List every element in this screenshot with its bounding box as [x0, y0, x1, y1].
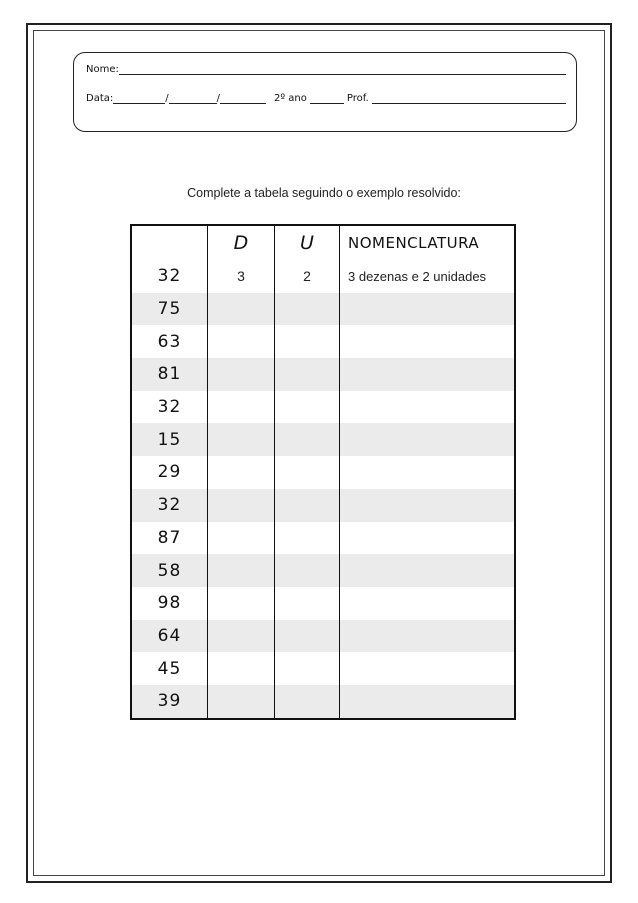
nomenclature-cell [340, 260, 514, 293]
tens-answer-cell[interactable] [208, 685, 275, 718]
grade-blank[interactable] [310, 92, 344, 104]
example-nomenclature: 3 dezenas e 2 unidades [348, 268, 487, 284]
exercise-number: 15 [157, 429, 182, 450]
table-row-example [132, 260, 514, 293]
date-label: Data: [86, 93, 114, 104]
header-tens-cell [208, 226, 275, 260]
number-cell [132, 554, 208, 587]
nomenclature-answer-cell[interactable] [340, 456, 514, 489]
date-separator: / [165, 93, 169, 104]
exercise-number: 64 [157, 625, 182, 646]
place-value-table [130, 224, 516, 720]
number-cell [132, 620, 208, 653]
number-cell [132, 587, 208, 620]
table-row [132, 423, 514, 456]
tens-answer-cell[interactable] [208, 358, 275, 391]
table-row [132, 325, 514, 358]
name-blank[interactable] [119, 63, 566, 75]
number-cell [132, 358, 208, 391]
number-cell [132, 685, 208, 718]
exercise-number: 39 [157, 691, 182, 712]
nomenclature-answer-cell[interactable] [340, 522, 514, 555]
tens-answer-cell[interactable] [208, 391, 275, 424]
number-cell [132, 325, 208, 358]
table-row [132, 489, 514, 522]
tens-answer-cell[interactable] [208, 620, 275, 653]
units-answer-cell[interactable] [275, 489, 340, 522]
name-line [86, 63, 566, 75]
table-row [132, 293, 514, 326]
units-answer-cell[interactable] [275, 554, 340, 587]
worksheet [105, 180, 543, 722]
date-separator: / [216, 93, 220, 104]
tens-answer-cell[interactable] [208, 554, 275, 587]
tens-answer-cell[interactable] [208, 293, 275, 326]
nomenclature-answer-cell[interactable] [340, 489, 514, 522]
exercise-number: 98 [157, 593, 182, 614]
exercise-number: 32 [157, 397, 182, 418]
units-cell [275, 260, 340, 293]
table-row [132, 620, 514, 653]
nomenclature-answer-cell[interactable] [340, 391, 514, 424]
units-answer-cell[interactable] [275, 325, 340, 358]
exercise-number: 81 [157, 364, 182, 385]
teacher-label: Prof. [346, 93, 369, 104]
units-answer-cell[interactable] [275, 685, 340, 718]
number-cell [132, 652, 208, 685]
number-cell [132, 260, 208, 293]
number-cell [132, 423, 208, 456]
nomenclature-answer-cell[interactable] [340, 620, 514, 653]
tens-cell [208, 260, 275, 293]
units-answer-cell[interactable] [275, 587, 340, 620]
exercise-number: 87 [157, 527, 182, 548]
number-cell [132, 456, 208, 489]
tens-answer-cell[interactable] [208, 423, 275, 456]
units-answer-cell[interactable] [275, 358, 340, 391]
info-line [86, 92, 566, 104]
tens-answer-cell[interactable] [208, 456, 275, 489]
number-cell [132, 391, 208, 424]
exercise-number: 58 [157, 560, 182, 581]
date-day-blank[interactable] [113, 92, 165, 104]
header-box [73, 52, 577, 132]
header-nomenclature: NOMENCLATURA [348, 234, 480, 252]
table-row [132, 554, 514, 587]
table-header-row [132, 226, 514, 260]
tens-answer-cell[interactable] [208, 325, 275, 358]
name-label: Nome: [86, 64, 119, 75]
instruction-text: Complete a tabela seguindo o exemplo resolvido: [187, 186, 461, 200]
grade-label: 2º ano [274, 93, 307, 104]
nomenclature-answer-cell[interactable] [340, 293, 514, 326]
units-answer-cell[interactable] [275, 620, 340, 653]
table-row [132, 522, 514, 555]
exercise-number: 29 [157, 462, 182, 483]
header-units-cell [275, 226, 340, 260]
number-cell [132, 489, 208, 522]
table-row [132, 685, 514, 718]
nomenclature-answer-cell[interactable] [340, 325, 514, 358]
number-cell [132, 293, 208, 326]
example-units: 2 [303, 268, 311, 285]
tens-answer-cell[interactable] [208, 522, 275, 555]
tens-answer-cell[interactable] [208, 652, 275, 685]
exercise-number: 63 [157, 331, 182, 352]
teacher-blank[interactable] [372, 92, 566, 104]
exercise-number: 32 [157, 495, 182, 516]
units-answer-cell[interactable] [275, 423, 340, 456]
table-row [132, 652, 514, 685]
table-row [132, 587, 514, 620]
units-answer-cell[interactable] [275, 652, 340, 685]
units-answer-cell[interactable] [275, 293, 340, 326]
header-units: U [300, 232, 314, 254]
nomenclature-answer-cell[interactable] [340, 652, 514, 685]
number-cell [132, 522, 208, 555]
exercise-number: 45 [157, 658, 182, 679]
table-row [132, 358, 514, 391]
tens-answer-cell[interactable] [208, 587, 275, 620]
nomenclature-answer-cell[interactable] [340, 358, 514, 391]
example-tens: 3 [237, 268, 245, 285]
exercise-number: 75 [157, 299, 182, 320]
units-answer-cell[interactable] [275, 391, 340, 424]
units-answer-cell[interactable] [275, 522, 340, 555]
nomenclature-answer-cell[interactable] [340, 554, 514, 587]
header-nomenclature-cell [340, 226, 514, 260]
table-row [132, 456, 514, 489]
nomenclature-answer-cell[interactable] [340, 587, 514, 620]
date-month-blank[interactable] [169, 92, 217, 104]
example-number: 32 [157, 266, 182, 287]
table-row [132, 391, 514, 424]
date-year-blank[interactable] [220, 92, 266, 104]
nomenclature-answer-cell[interactable] [340, 423, 514, 456]
tens-answer-cell[interactable] [208, 489, 275, 522]
nomenclature-answer-cell[interactable] [340, 685, 514, 718]
units-answer-cell[interactable] [275, 456, 340, 489]
header-number-cell [132, 226, 208, 260]
header-tens: D [233, 232, 249, 254]
